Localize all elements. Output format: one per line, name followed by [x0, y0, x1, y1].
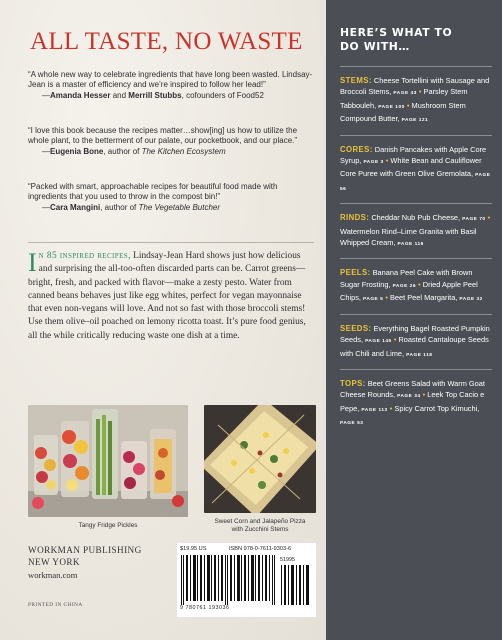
- quote-text: “I love this book because the recipes matter…show[ing] us how to utilize the whole plant, to the betterment of our palate, our pocketbook, and our place.”: [28, 126, 298, 146]
- section-label: STEMS:: [340, 76, 372, 85]
- page-ref: PAGE 118: [406, 352, 433, 358]
- section-stems: [340, 66, 492, 127]
- bullet-dot-icon: •: [418, 279, 421, 289]
- recipe-name: Banana Peel Cake with Brown Sugar Frosting,: [340, 268, 473, 289]
- page-ref: PAGE 43: [393, 91, 417, 97]
- publisher-city: NEW YORK: [28, 557, 80, 568]
- publisher-block: [28, 544, 142, 581]
- headline: ALL TASTE, NO WASTE: [30, 28, 303, 55]
- sidebar-heading: [340, 26, 492, 53]
- section-seeds: [340, 314, 492, 361]
- bullet-dot-icon: •: [385, 156, 389, 166]
- bullet-dot-icon: •: [389, 403, 393, 413]
- printed-in: PRINTED IN CHINA: [28, 602, 83, 608]
- section-label: RINDS:: [340, 213, 370, 223]
- recipe-name: Leek Top Cacio e Pepe,: [340, 390, 485, 413]
- page-ref: PAGE 5: [363, 297, 384, 303]
- recipe-name: Mushroom Stem Compound Butter,: [340, 100, 466, 124]
- description-body: Lindsay-Jean Hard shows just how delicious and surprising the all-too-often discarded parts can be. Carrot greens—bright, fresh, and packed with flavor—make a zesty pesto. Water from canned beans behaves just like egg whites, perfect for vegan mayonnaise that even non-vegans will love. And not so fast with those broccoli stems! Use them olive–oil poached on lemony ricotta toast. It’s pure food genius, all the while critically reducing waste one dish at a time.: [28, 251, 306, 341]
- quote-attribution: —Eugenia Bone, author of The Kitchen Ecosystem: [42, 146, 226, 156]
- pizza-caption-line-2: with Zucchini Stems: [231, 526, 289, 533]
- recipe-index-sidebar: [326, 0, 502, 640]
- blurb-quote-2: [28, 126, 314, 157]
- recipe-name: Watermelon Rind–Lime Granita with Basil Whipped Cream,: [340, 226, 477, 248]
- publisher-name: WORKMAN PUBLISHING: [28, 545, 142, 555]
- page-ref: PAGE 3: [363, 160, 384, 166]
- page-ref: PAGE 34: [397, 394, 421, 400]
- recipe-name: Beet Greens Salad with Warm Goat Cheese Rounds,: [340, 378, 485, 400]
- divider: [28, 242, 314, 243]
- recipe-name: Everything Bagel Roasted Pumpkin Seeds,: [340, 323, 490, 345]
- bullet-dot-icon: •: [418, 87, 422, 97]
- page-ref: PAGE 32: [459, 297, 483, 303]
- section-label: TOPS:: [340, 378, 366, 388]
- pizza-caption: [196, 518, 324, 534]
- section-rinds: [340, 203, 492, 250]
- quote-attribution: —Cara Mangini, author of The Vegetable Butcher: [42, 202, 221, 212]
- page-ref: PAGE 121: [401, 118, 429, 124]
- bullet-dot-icon: •: [393, 335, 397, 345]
- section-tops: [340, 369, 492, 430]
- recipe-name: Roasted Cantaloupe Seeds with Chili and Lime,: [340, 335, 489, 358]
- pickles-photo: [28, 405, 188, 517]
- page-ref: PAGE 116: [397, 242, 424, 248]
- section-cores: [340, 135, 492, 196]
- page-ref: PAGE 145: [365, 339, 392, 345]
- section-label: SEEDS:: [340, 323, 372, 333]
- quote-text: “A whole new way to celebrate ingredients that have long been wasted. Lindsay-Jean is a master of efficiency and we’re inspired to follow her lead!”: [28, 70, 313, 90]
- isbn-digits: 9 780761 193036: [180, 605, 230, 611]
- page-ref: PAGE 53: [340, 421, 364, 427]
- recipe-name: Cheese Tortellini with Sausage and Broccoli Stems,: [340, 76, 490, 97]
- sidebar-heading-line-2: DO WITH…: [340, 39, 410, 53]
- page-ref: PAGE 26: [392, 283, 417, 289]
- description-lead: n 85 inspired recipes,: [38, 251, 131, 261]
- recipe-name: Danish Pancakes with Apple Core Syrup,: [340, 144, 487, 166]
- drop-cap: I: [28, 248, 37, 277]
- bullet-dot-icon: •: [422, 390, 426, 400]
- page-ref: PAGE 70: [462, 217, 486, 223]
- bullet-dot-icon: •: [385, 293, 388, 303]
- isbn-barcode: [181, 555, 277, 605]
- section-peels: [340, 258, 492, 305]
- quote-text: “Packed with smart, approachable recipes for beautiful food made with ingredients that you used to throw in the compost bin!”: [28, 182, 278, 202]
- price-barcode: [281, 565, 311, 605]
- sidebar-heading-line-1: HERE’S WHAT TO: [340, 26, 453, 39]
- recipe-name: Cheddar Nub Pub Cheese,: [371, 213, 461, 223]
- page-ref: PAGE 100: [378, 104, 405, 110]
- section-label: CORES:: [340, 144, 373, 154]
- page-ref: PAGE 56: [340, 173, 491, 192]
- recipe-name: Parsley Stem Tabbouleh,: [340, 87, 468, 110]
- pizza-caption-line-1: Sweet Corn and Jalapeño Pizza: [214, 518, 306, 525]
- recipe-name: Spicy Carrot Top Kimuchi,: [394, 403, 480, 413]
- recipe-name: White Bean and Cauliflower Core Puree with Green Olive Gremolata,: [340, 156, 482, 179]
- recipe-name: Beet Peel Margarita,: [389, 293, 458, 303]
- publisher-url: workman.com: [28, 569, 78, 580]
- price: $19.95 US: [180, 546, 207, 552]
- page-ref: PAGE 113: [361, 407, 388, 413]
- price-code: 51995: [280, 557, 295, 563]
- book-description: [28, 250, 316, 343]
- pizza-photo: [204, 405, 316, 513]
- bullet-dot-icon: •: [406, 100, 410, 110]
- isbn: ISBN 978-0-7611-9303-6: [229, 546, 292, 552]
- blurb-quote-1: [28, 70, 314, 101]
- quote-attribution: —Amanda Hesser and Merrill Stubbs, cofounders of Food52: [42, 90, 264, 100]
- blurb-quote-3: [28, 182, 314, 213]
- bullet-dot-icon: •: [487, 213, 491, 223]
- section-label: PEELS:: [340, 268, 371, 278]
- barcode-box: [177, 543, 316, 617]
- recipe-name: Dried Apple Peel Chips,: [340, 279, 478, 303]
- pickles-caption: Tangy Fridge Pickles: [78, 522, 138, 529]
